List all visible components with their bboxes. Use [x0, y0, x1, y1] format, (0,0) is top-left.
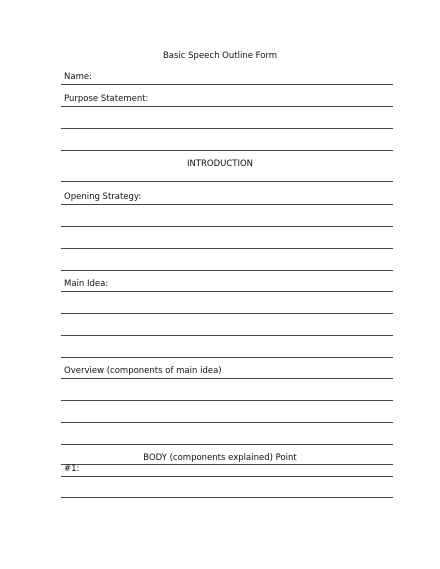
overview-line-3[interactable] — [61, 422, 393, 423]
purpose-line-2[interactable] — [61, 128, 393, 129]
point-1-line-1[interactable] — [61, 476, 393, 477]
introduction-heading: INTRODUCTION — [186, 159, 254, 169]
overview-label: Overview (components of main idea) — [64, 366, 222, 376]
opening-line-2[interactable] — [61, 226, 393, 227]
purpose-line-1[interactable] — [61, 106, 393, 107]
form-title: Basic Speech Outline Form — [162, 51, 278, 61]
name-line[interactable] — [61, 84, 393, 85]
opening-line-3[interactable] — [61, 248, 393, 249]
introduction-line[interactable] — [61, 181, 393, 182]
purpose-line-3[interactable] — [61, 150, 393, 151]
main-idea-label: Main Idea: — [64, 279, 109, 289]
main-idea-line-2[interactable] — [61, 313, 393, 314]
body-heading: BODY (components explained) Point — [143, 453, 297, 463]
overview-line-1[interactable] — [61, 378, 393, 379]
overview-line-4[interactable] — [61, 444, 393, 445]
opening-strategy-label: Opening Strategy: — [64, 192, 142, 202]
main-idea-line-4[interactable] — [61, 357, 393, 358]
point-1-label: #1: — [64, 464, 80, 474]
body-line[interactable] — [61, 464, 393, 465]
point-1-line-2[interactable] — [61, 497, 393, 498]
opening-line-4[interactable] — [61, 270, 393, 271]
name-label: Name: — [64, 72, 92, 82]
main-idea-line-3[interactable] — [61, 335, 393, 336]
overview-line-2[interactable] — [61, 400, 393, 401]
main-idea-line-1[interactable] — [61, 291, 393, 292]
opening-line-1[interactable] — [61, 204, 393, 205]
purpose-label: Purpose Statement: — [64, 94, 149, 104]
